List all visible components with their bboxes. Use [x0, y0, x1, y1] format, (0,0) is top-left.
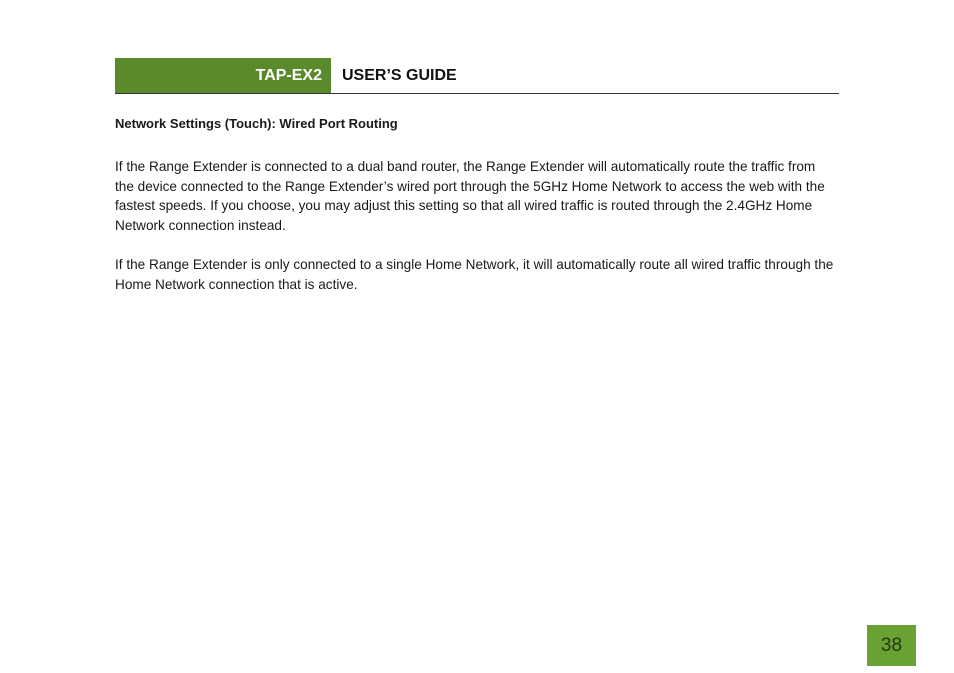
guide-title: USER’S GUIDE — [342, 67, 457, 84]
model-name-box: TAP-EX2 — [115, 58, 331, 93]
page-number: 38 — [867, 625, 916, 666]
section-title: Network Settings (Touch): Wired Port Routing — [115, 116, 398, 131]
page-header — [115, 58, 839, 94]
body-paragraph-2: If the Range Extender is only connected to a single Home Network, it will automatically route all wired traffic through the Home Network connection that is active. — [115, 257, 834, 292]
body-paragraph-1: If the Range Extender is connected to a dual band router, the Range Extender will automatically route the traffic from the device connected to the Range Extender’s wired port through the 5GHz Home Network to access the web with the fastest speeds. If you choose, you may adjust this setting so that all wired traffic is routed through the 2.4GHz Home Network connection instead. — [115, 159, 825, 233]
